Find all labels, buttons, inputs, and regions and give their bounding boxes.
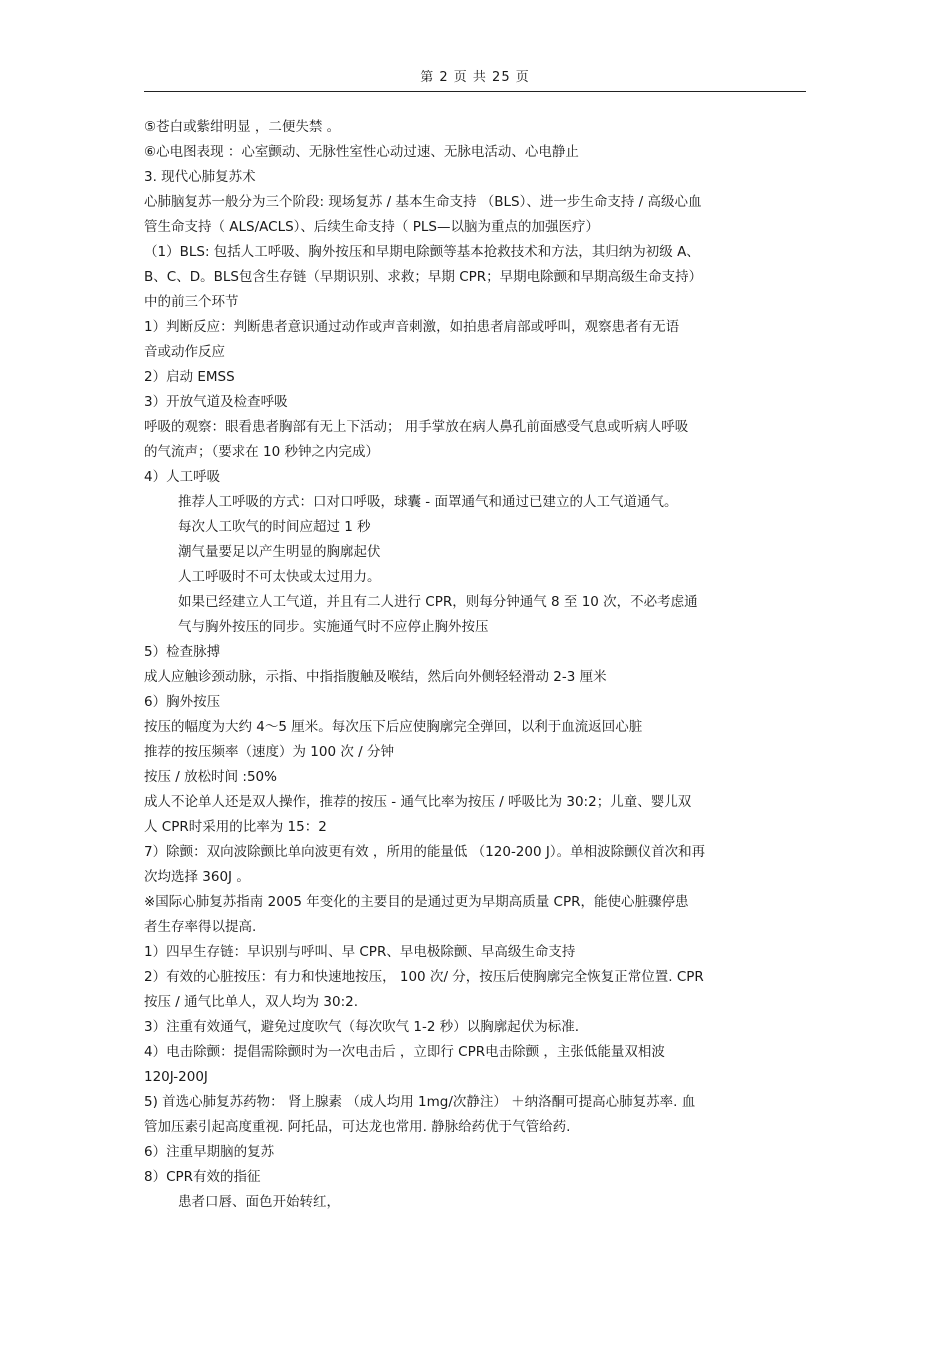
- text-line: ⑤苍白或紫绀明显 ，二便失禁 。: [144, 119, 341, 135]
- text-line: 3）开放气道及检查呼吸: [144, 394, 288, 410]
- text-line: 6）胸外按压: [144, 694, 221, 710]
- text-line: 呼吸的观察：眼看患者胸部有无上下活动； 用手掌放在病人鼻孔前面感受气息或听病人呼吸: [144, 419, 689, 435]
- header-divider: [144, 91, 806, 92]
- text-line: 人 CPR时采用的比率为 15：2: [144, 819, 327, 835]
- text-line: 中的前三个环节: [144, 294, 239, 310]
- text-line: 患者口唇、面色开始转红，: [178, 1194, 340, 1210]
- text-line: 者生存率得以提高.: [144, 919, 257, 935]
- text-line: ※国际心肺复苏指南 2005 年变化的主要目的是通过更为早期高质量 CPR，能使心脏骤停患: [144, 894, 689, 910]
- text-line: 管加压素引起高度重视. 阿托品，可达龙也常用. 静脉给药优于气管给药.: [144, 1119, 571, 1135]
- text-line: 6）注重早期脑的复苏: [144, 1144, 275, 1160]
- text-line: 4）人工呼吸: [144, 469, 221, 485]
- text-line: 7）除颤：双向波除颤比单向波更有效 ，所用的能量低 （120-200 J）。单相波除颤仪首次和再: [144, 844, 706, 860]
- text-line: 按压 / 放松时间 :50%: [144, 769, 277, 785]
- text-line: 潮气量要足以产生明显的胸廓起伏: [178, 544, 381, 560]
- text-line: 5) 首选心肺复苏药物： 肾上腺素 （成人均用 1mg/次静注） ＋纳洛酮可提高心肺复苏率. 血: [144, 1094, 696, 1110]
- text-line: B、C、D。BLS包含生存链（早期识别、求救；早期 CPR；早期电除颤和早期高级生命支持）: [144, 269, 703, 285]
- text-line: 5）检查脉搏: [144, 644, 221, 660]
- document-body: [144, 115, 816, 1215]
- text-line: 心肺脑复苏一般分为三个阶段: 现场复苏 / 基本生命支持 （BLS）、进一步生命支持 / 高级心血: [144, 194, 702, 210]
- text-line: 推荐的按压频率（速度）为 100 次 / 分钟: [144, 744, 394, 760]
- text-line: 气与胸外按压的同步。实施通气时不应停止胸外按压: [178, 619, 489, 635]
- text-line: 如果已经建立人工气道，并且有二人进行 CPR，则每分钟通气 8 至 10 次，不必考虑通: [178, 594, 698, 610]
- text-line: 按压的幅度为大约 4～5 厘米。每次压下后应使胸廓完全弹回，以利于血流返回心脏: [144, 719, 643, 735]
- text-line: 的气流声；（要求在 10 秒钟之内完成）: [144, 444, 380, 460]
- text-line: 120J-200J: [144, 1069, 208, 1085]
- text-line: 8）CPR有效的指征: [144, 1169, 261, 1185]
- text-line: 3. 现代心肺复苏术: [144, 169, 256, 185]
- text-line: 管生命支持（ ALS/ACLS）、后续生命支持（ PLS—以脑为重点的加强医疗）: [144, 219, 599, 235]
- text-line: 1）四早生存链：早识别与呼叫、早 CPR、早电极除颤、早高级生命支持: [144, 944, 576, 960]
- text-line: （1）BLS: 包括人工呼吸、胸外按压和早期电除颤等基本抢救技术和方法，其归纳为初级 A、: [144, 244, 700, 260]
- text-line: ⑥心电图表现 ：心室颤动、无脉性室性心动过速、无脉电活动、心电静止: [144, 144, 579, 160]
- text-line: 次均选择 360J 。: [144, 869, 250, 885]
- page-header: 第 2 页 共 25 页: [420, 70, 530, 85]
- text-line: 2）有效的心脏按压：有力和快速地按压， 100 次/ 分，按压后使胸廓完全恢复正常位置. CPR: [144, 969, 704, 985]
- text-line: 4）电击除颤：提倡需除颤时为一次电击后 ，立即行 CPR电击除颤 ，主张低能量双相波: [144, 1044, 665, 1060]
- text-line: 推荐人工呼吸的方式：口对口呼吸，球囊 - 面罩通气和通过已建立的人工气道通气。: [178, 494, 678, 510]
- text-line: 成人应触诊颈动脉，示指、中指指腹触及喉结，然后向外侧轻轻滑动 2-3 厘米: [144, 669, 607, 685]
- text-line: 每次人工吹气的时间应超过 1 秒: [178, 519, 371, 535]
- text-line: 按压 / 通气比单人，双人均为 30:2.: [144, 994, 359, 1010]
- text-line: 音或动作反应: [144, 344, 225, 360]
- text-line: 人工呼吸时不可太快或太过用力。: [178, 569, 381, 585]
- text-line: 2）启动 EMSS: [144, 369, 235, 385]
- text-line: 3）注重有效通气，避免过度吹气（每次吹气 1-2 秒）以胸廓起伏为标准.: [144, 1019, 580, 1035]
- text-line: 1）判断反应：判断患者意识通过动作或声音刺激，如拍患者肩部或呼叫，观察患者有无语: [144, 319, 680, 335]
- text-line: 成人不论单人还是双人操作，推荐的按压 - 通气比率为按压 / 呼吸比为 30:2；儿童、婴儿双: [144, 794, 692, 810]
